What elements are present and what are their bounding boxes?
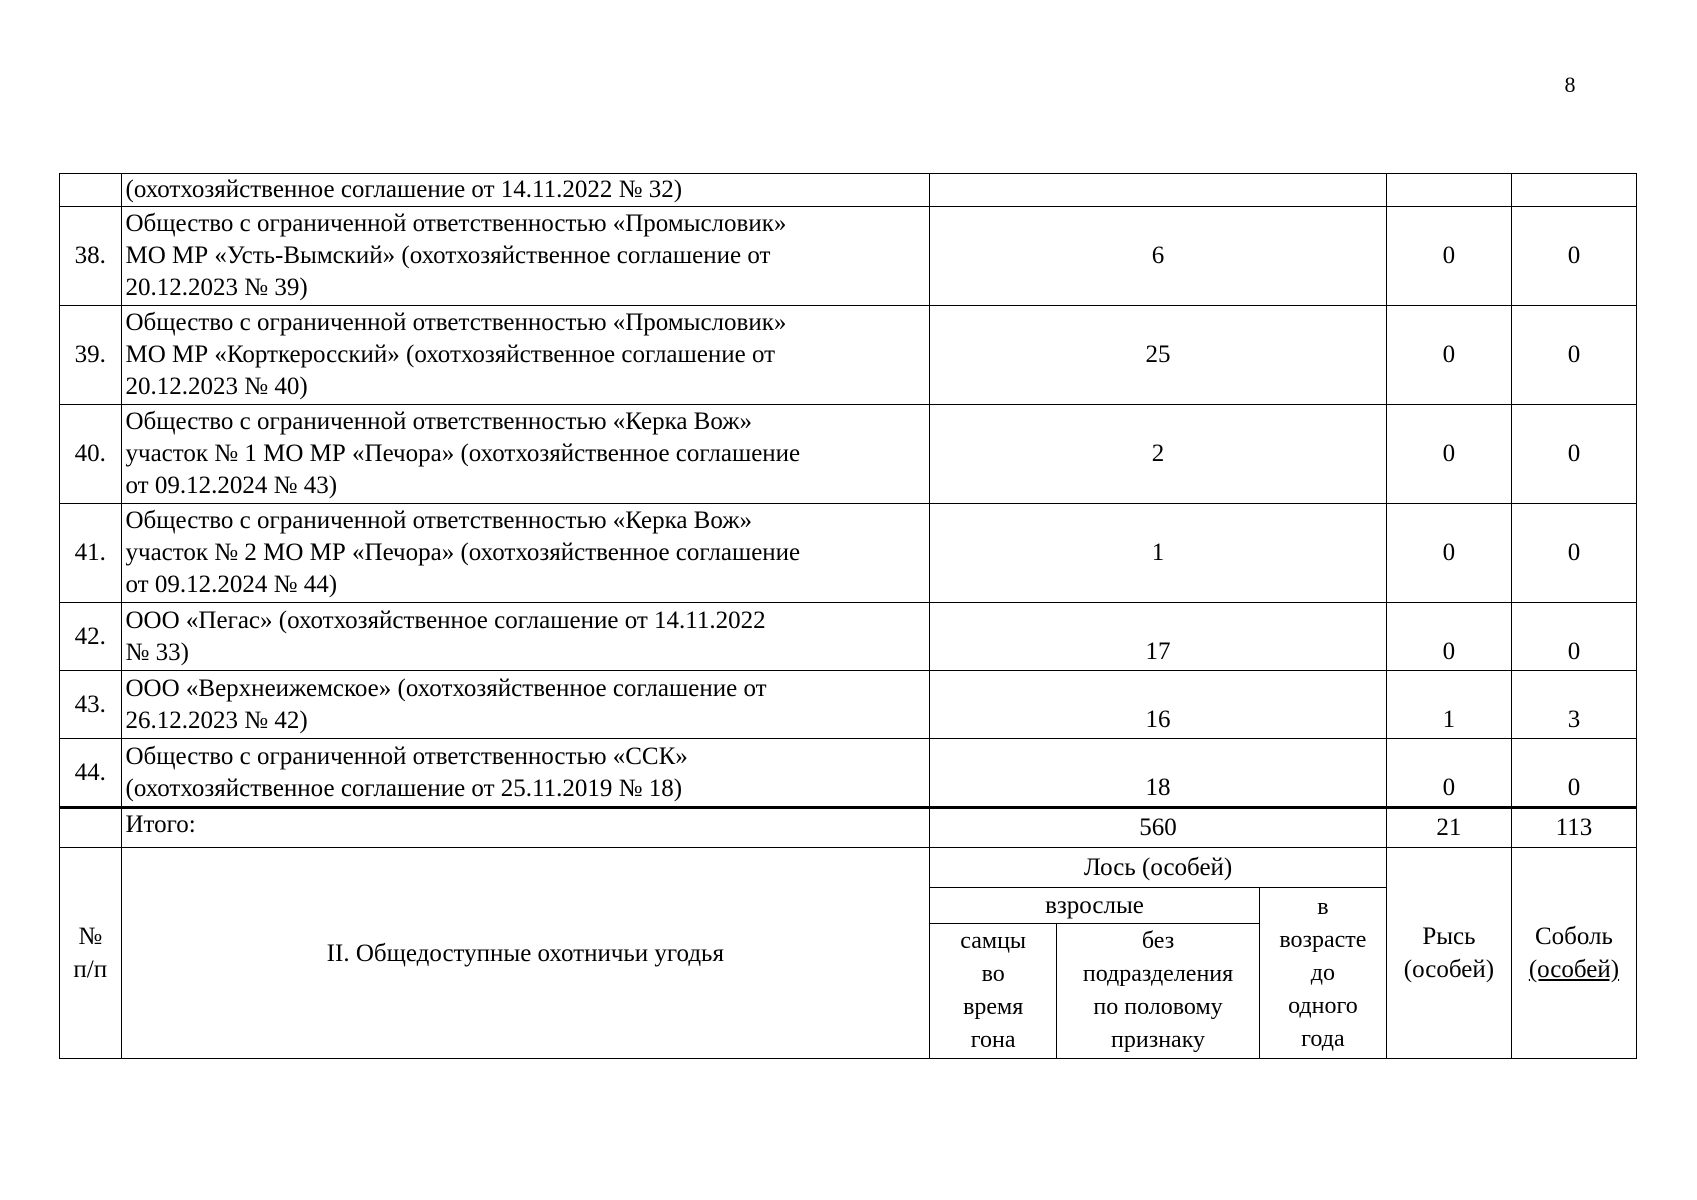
row-number: 43. [60, 671, 122, 739]
row-name: Общество с ограниченной ответственностью «Промысловик» МО МР «Усть-Вымский» (охотхозяйственное соглашение от 20.12.2023 № 39) [121, 207, 930, 306]
lynx-value: 0 [1386, 207, 1511, 306]
row-name: Общество с ограниченной ответственностью «Промысловик» МО МР «Корткеросский» (охотхозяйственное соглашение от 20.12.2023 № 40) [121, 306, 930, 405]
sable-header: Соболь (особей) [1511, 848, 1636, 1059]
section-title: II. Общедоступные охотничьи угодья [121, 848, 930, 1059]
hunting-quota-table [59, 173, 1637, 1059]
continuation-text: (охотхозяйственное соглашение от 14.11.2022 № 32) [121, 174, 930, 207]
total-label: Итого: [121, 808, 930, 848]
moose-value: 17 [930, 603, 1387, 671]
table-row [60, 739, 1637, 808]
moose-value: 1 [930, 504, 1387, 603]
row-number: 38. [60, 207, 122, 306]
total-sable: 113 [1511, 808, 1636, 848]
table-row [60, 504, 1637, 603]
table-row [60, 207, 1637, 306]
sable-value: 0 [1511, 306, 1636, 405]
sable-value: 0 [1511, 207, 1636, 306]
lynx-value: 0 [1386, 504, 1511, 603]
adults-header: взрослые [930, 888, 1260, 924]
row-number: 41. [60, 504, 122, 603]
row-number: 44. [60, 739, 122, 808]
row-name: ООО «Верхнеижемское» (охотхозяйственное соглашение от 26.12.2023 № 42) [121, 671, 930, 739]
total-moose: 560 [930, 808, 1387, 848]
lynx-value: 1 [1386, 671, 1511, 739]
table-row [60, 306, 1637, 405]
lynx-value: 0 [1386, 603, 1511, 671]
moose-value: 2 [930, 405, 1387, 504]
row-number: 40. [60, 405, 122, 504]
page-number: 8 [1564, 72, 1576, 97]
sable-value: 0 [1511, 603, 1636, 671]
table-row [60, 405, 1637, 504]
sable-value: 3 [1511, 671, 1636, 739]
row-name: Общество с ограниченной ответственностью «Керка Вож» участок № 2 МО МР «Печора» (охотхозяйственное соглашение от 09.12.2024 № 44) [121, 504, 930, 603]
row-name: ООО «Пегас» (охотхозяйственное соглашение от 14.11.2022 № 33) [121, 603, 930, 671]
lynx-value: 0 [1386, 405, 1511, 504]
section-header-row [60, 848, 1637, 888]
row-name: Общество с ограниченной ответственностью «Керка Вож» участок № 1 МО МР «Печора» (охотхозяйственное соглашение от 09.12.2024 № 43) [121, 405, 930, 504]
total-row [60, 808, 1637, 848]
lynx-value: 0 [1386, 739, 1511, 808]
row-number: 42. [60, 603, 122, 671]
no-sex-division-header: без подразделения по половому признаку [1057, 924, 1260, 1059]
total-lynx: 21 [1386, 808, 1511, 848]
continuation-row [60, 174, 1637, 207]
males-rut-header: самцы во время гона [930, 924, 1057, 1059]
sable-value: 0 [1511, 739, 1636, 808]
sable-value: 0 [1511, 504, 1636, 603]
table-row [60, 671, 1637, 739]
lynx-header: Рысь (особей) [1386, 848, 1511, 1059]
moose-value: 6 [930, 207, 1387, 306]
moose-value: 25 [930, 306, 1387, 405]
moose-value: 18 [930, 739, 1387, 808]
young-header: в возрасте до одного года [1259, 888, 1386, 1059]
number-header: № п/п [60, 848, 122, 1059]
row-number: 39. [60, 306, 122, 405]
moose-value: 16 [930, 671, 1387, 739]
table-row [60, 603, 1637, 671]
row-name: Общество с ограниченной ответственностью «ССК» (охотхозяйственное соглашение от 25.11.2019 № 18) [121, 739, 930, 808]
sable-value: 0 [1511, 405, 1636, 504]
moose-header: Лось (особей) [930, 848, 1387, 888]
lynx-value: 0 [1386, 306, 1511, 405]
